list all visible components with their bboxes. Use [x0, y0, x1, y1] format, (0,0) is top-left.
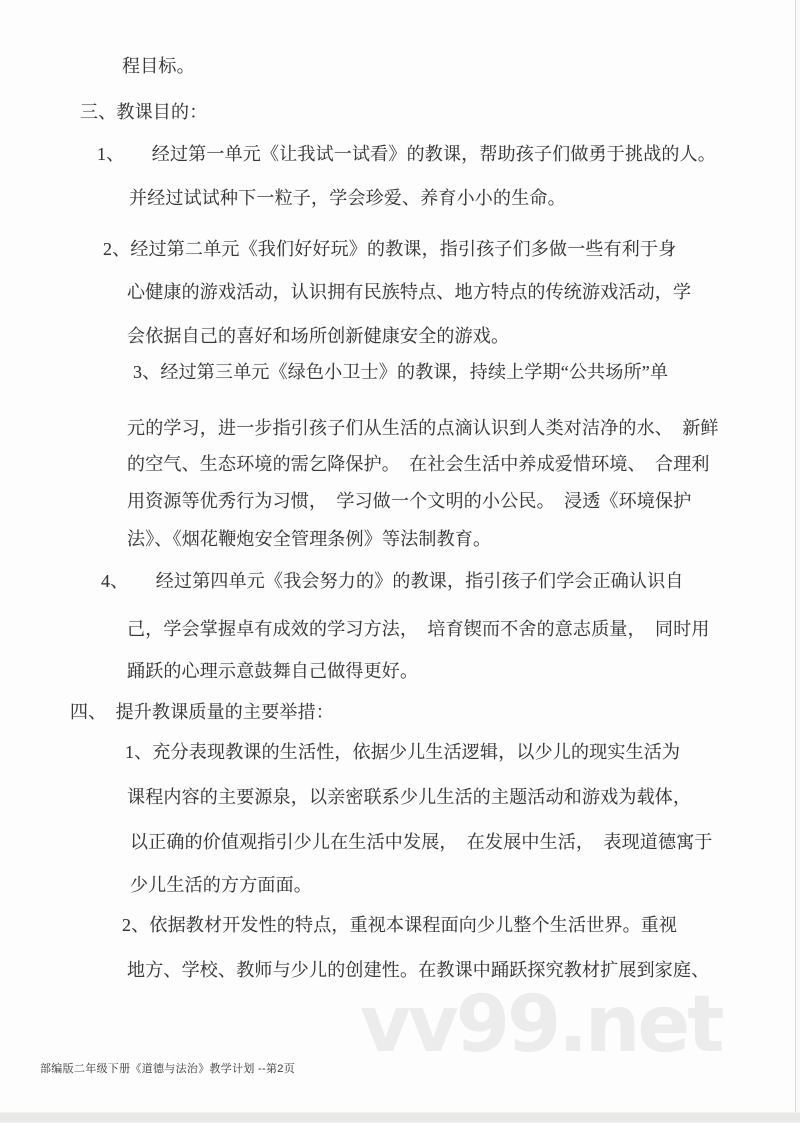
page-separator: [0, 1112, 800, 1123]
watermark-text: vv99.net: [360, 980, 722, 1070]
text-line: 会依据自己的喜好和场所创新健康安全的游戏。: [127, 326, 510, 346]
text-line: 4、 经过第四单元《我会努力的》的教课，指引孩子们学会正确认识自: [101, 571, 684, 591]
text-line: 的空气、生态环境的需乞降保护。 在社会生活中养成爱惜环境、 合理利: [127, 454, 710, 474]
text-line: 2、经过第二单元《我们好好玩》的教课，指引孩子们多做一些有利于身: [103, 239, 677, 259]
text-line: 少儿生活的方方面面。: [130, 875, 312, 895]
text-line: 3、经过第三单元《绿色小卫士》的教课，持续上学期“公共场所”单: [133, 362, 669, 382]
text-line: 课程内容的主要源泉，以亲密联系少儿生活的主题活动和游戏为载体，: [127, 787, 692, 807]
text-line: 元的学习，进一步指引孩子们从生活的点滴认识到人类对洁净的水、 新鲜: [127, 418, 719, 438]
text-line: 2、依据教材开发性的特点，重视本课程面向少儿整个生活世界。重视: [122, 915, 678, 935]
text-line: 程目标。: [122, 56, 195, 76]
text-line: 以正确的价值观指引少儿在生活中发展， 在发展中生活， 表现道德寓于: [130, 832, 713, 852]
text-line: 三、教课目的：: [80, 102, 208, 122]
next-page-top: [0, 1123, 800, 1137]
text-line: 地方、学校、教师与少儿的创建性。在教课中踊跃探究教材扩展到家庭、: [127, 960, 710, 980]
page-right-gutter: [796, 0, 800, 1112]
text-line: 1、充分表现教课的生活性，依据少儿生活逻辑，以少儿的现实生活为: [125, 742, 681, 762]
text-line: 心健康的游戏活动，认识拥有民族特点、地方特点的传统游戏活动，学: [127, 282, 692, 302]
text-line: 四、 提升教课质量的主要举措：: [70, 702, 334, 722]
page-footer-caption: 部编版二年级下册《道德与法治》教学计划 --第2页: [40, 1063, 295, 1075]
text-line: 用资源等优秀行为习惯， 学习做一个文明的小公民。 浸透《环境保护: [127, 491, 692, 511]
text-line: 己，学会掌握卓有成效的学习方法， 培育锲而不舍的意志质量， 同时用: [127, 619, 710, 639]
text-line: 并经过试试种下一粒子，学会珍爱、养育小小的生命。: [129, 188, 566, 208]
text-line: 踊跃的心理示意鼓舞自己做得更好。: [127, 661, 419, 681]
text-line: 法》、《烟花鞭炮安全管理条例》等法制教育。: [127, 529, 492, 549]
text-line: 1、 经过第一单元《让我试一试看》的教课，帮助孩子们做勇于挑战的人。: [97, 144, 716, 164]
